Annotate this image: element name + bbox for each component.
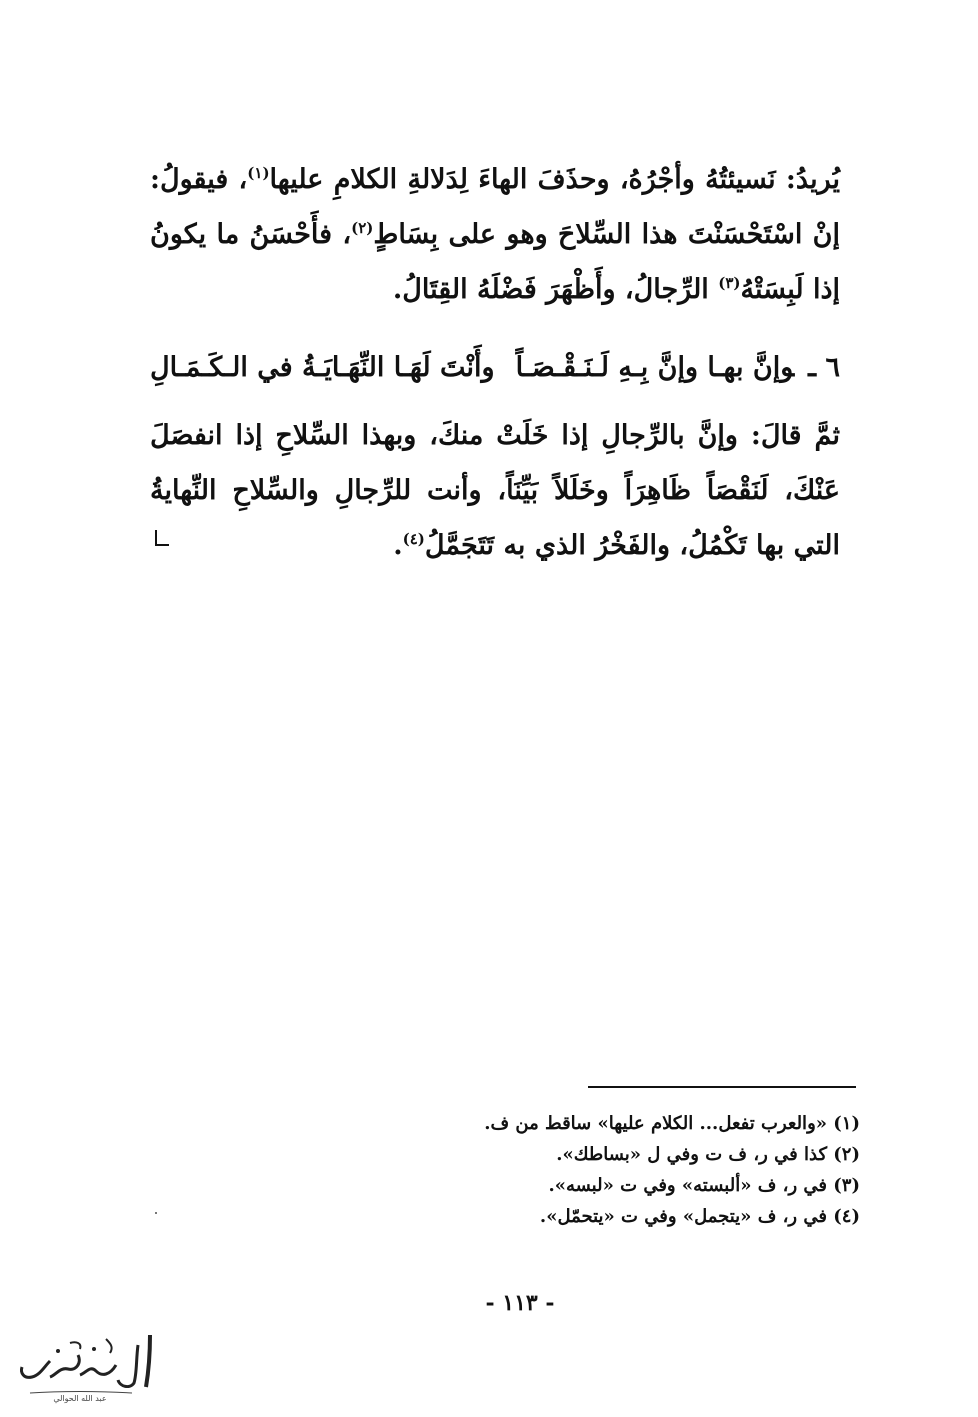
page-number: - ١١٣ - xyxy=(485,1290,555,1316)
verse-number: ٦ ـ xyxy=(808,352,840,383)
footnote-ref-4[interactable]: (٤) xyxy=(402,530,425,548)
stamp-subtext: عبد الله الحوالي xyxy=(53,1394,107,1403)
paragraph-1-text-a: يُريدُ: نَسيئتُهُ وأجْرُهُ، وحذَفَ الهاءَ لِدَلالةِ الكلامِ عليها xyxy=(269,164,841,195)
footnote-ref-3[interactable]: (٣) xyxy=(718,274,741,292)
paragraph-commentary-2 xyxy=(150,408,840,573)
footnote-3: (٣) في ر، ف «ألبسته» وفي ت «لبسه». xyxy=(548,1175,860,1196)
footnote-ref-2[interactable]: (٢) xyxy=(351,219,374,237)
calligraphy-stamp-logo xyxy=(10,1325,160,1405)
verse-hemistich-2: وأَنْتَ لَهَـا النِّهَـايَـةُ في الـكَـمَـالِ xyxy=(150,352,495,383)
paragraph-1-text-d: الرِّجالُ، وأَظْهَرَ فَضْلَهُ القِتَالُ. xyxy=(392,274,719,305)
footnotes-block xyxy=(300,1108,860,1232)
paragraph-1-text-c: ، فأَحْسَنُ ما يكونُ إذا لَبِسَتْهُ xyxy=(150,219,840,305)
verse-line-6 xyxy=(150,340,840,395)
footnote-4: (٤) في ر، ف «يتجمل» وفي ت «يتحمّل». xyxy=(539,1206,860,1227)
paragraph-commentary-1 xyxy=(150,152,840,317)
footnote-2: (٢) كذا في ر، ف ت وفي ل «بساطك». xyxy=(556,1144,860,1165)
paragraph-1-text-b: ، فيقولُ: إنْ اسْتَحْسَنْتَ هذا السِّلاحَ وهو على بِسَاطٍ xyxy=(150,164,840,250)
footnote-ref-1[interactable]: (١) xyxy=(247,164,270,182)
scan-speck xyxy=(155,1212,157,1214)
verse-hemistich-1: ٦ ـوإنَّ بهـا وإنَّ بِـهِ لَـنَـقْـصَـاً xyxy=(515,352,840,383)
paragraph-2-text-a: ثمَّ قالَ: وإنَّ بالرِّجالِ إذا خَلَتْ منكَ، وبهذا السِّلاحِ إذا انفصَلَ عَنْكَ، لَنَقْصَاً ظَاهِرَاً وخَلَلاً بَيِّنَاً، وأنت للرِّجالِ والسِّلاحِ النِّهايةُ التي بها تَكْمُلُ، والفَخْرُ الذي به تَتَجَمَّلُ xyxy=(150,420,840,561)
footnote-separator xyxy=(588,1086,856,1088)
paragraph-2-text-b: . xyxy=(393,530,403,561)
footnote-1: (١) «والعرب تفعل... الكلام عليها» ساقط من ف. xyxy=(484,1113,860,1134)
section-end-mark xyxy=(155,530,169,546)
